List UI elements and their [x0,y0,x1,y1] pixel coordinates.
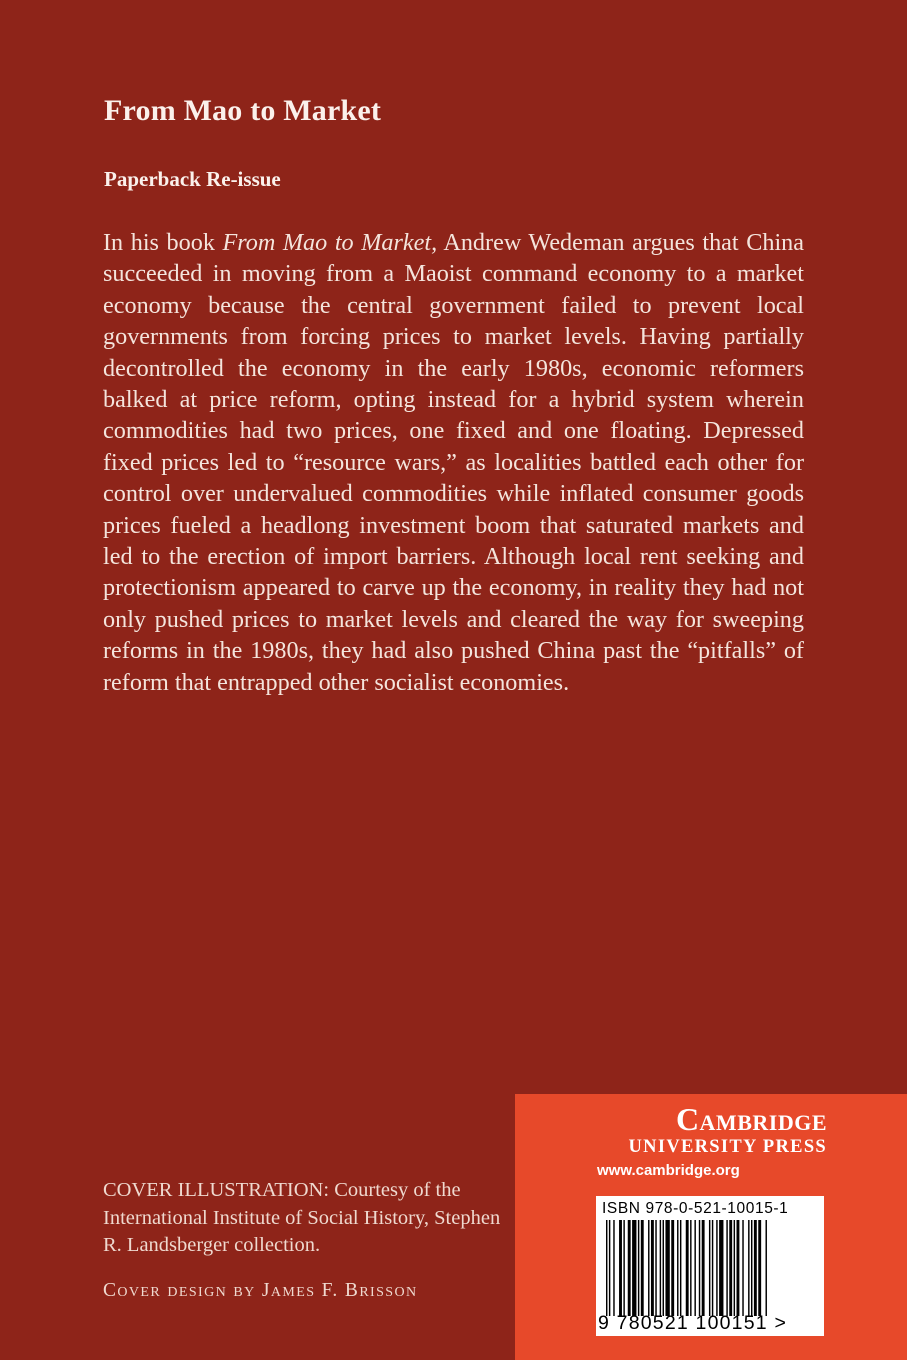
publisher-subname: UNIVERSITY PRESS [628,1137,827,1157]
publisher-name: Cambridge [675,1101,827,1137]
book-subtitle: Paperback Re-issue [104,167,281,191]
blurb-book-reference: From Mao to Market, [222,229,438,256]
barcode-stripe [648,1220,649,1316]
barcode-stripe [632,1220,636,1316]
book-blurb [103,227,804,698]
barcode-stripe [609,1220,610,1316]
blurb-intro: In his book [103,229,223,256]
barcode-stripe [766,1220,767,1316]
barcode-stripe [716,1220,717,1316]
barcode-stripe [709,1220,710,1316]
barcode-stripe [751,1220,752,1316]
publisher-panel [515,1094,907,1360]
barcode-stripe [660,1220,661,1316]
isbn-barcode [596,1196,824,1336]
blurb-body: Andrew Wedeman argues that China succeeded in moving from a Maoist command economy to a market economy because the central government failed to prevent local governments from forcing prices to market levels. Having partially decontrolled the economy in the early 1980s, economic reformers balked at price reform, opting instead for a hybrid system wherein commodities had two prices, one fixed and one floating. Depressed fixed prices led to “resource wars,” as localities battled each other for control over undervalued commodities while inflated consumer goods prices fueled a headlong investment boom that saturated markets and led to the erection of import barriers. Although local rent seeking and protectionism appeared to carve up the economy, in reality they had not only pushed prices to market levels and cleared the way for sweeping reforms in the 1980s, they had also pushed China past the “pitfalls” of reform that entrapped other socialist economies. [103,229,804,696]
barcode-stripe [690,1220,691,1316]
publisher-url: www.cambridge.org [597,1162,740,1179]
barcode-stripe [628,1220,631,1316]
isbn-label: ISBN 978-0-521-10015-1 [602,1200,789,1217]
barcode-bars [606,1220,816,1316]
barcode-stripe [613,1220,614,1316]
barcode-stripe [719,1220,723,1316]
barcode-stripe [606,1220,607,1316]
barcode-digits: 9 780521 100151 > [598,1312,788,1334]
barcode-stripe [680,1220,681,1316]
barcode-stripe [737,1220,740,1316]
book-title: From Mao to Market [104,94,382,127]
cover-illustration-credit [103,1177,513,1260]
barcode-stripe [655,1220,656,1316]
barcode-stripe [748,1220,749,1316]
illustration-text: Courtesy of the International Institute of Social History, Stephen R. Landsberger collection. [103,1179,501,1256]
barcode-stripe [694,1220,695,1316]
barcode-stripe [686,1220,689,1316]
barcode-stripe [729,1220,732,1316]
barcode-stripe [641,1220,644,1316]
barcode-stripe [758,1220,761,1316]
barcode-stripe [665,1220,669,1316]
barcode-stripe [754,1220,757,1316]
barcode-stripe [663,1220,664,1316]
barcode-stripe [726,1220,727,1316]
barcode-stripe [742,1220,743,1316]
barcode-stripe [638,1220,639,1316]
barcode-stripe [699,1220,700,1316]
cover-design-credit: Cover design by James F. Brisson [103,1280,418,1301]
barcode-stripe [651,1220,654,1316]
barcode-stripe [623,1220,624,1316]
illustration-label: COVER ILLUSTRATION: [103,1179,330,1201]
barcode-stripe [712,1220,713,1316]
barcode-stripe [702,1220,705,1316]
barcode-stripe [677,1220,678,1316]
barcode-stripe [619,1220,622,1316]
barcode-stripe [671,1220,674,1316]
barcode-stripe [734,1220,735,1316]
